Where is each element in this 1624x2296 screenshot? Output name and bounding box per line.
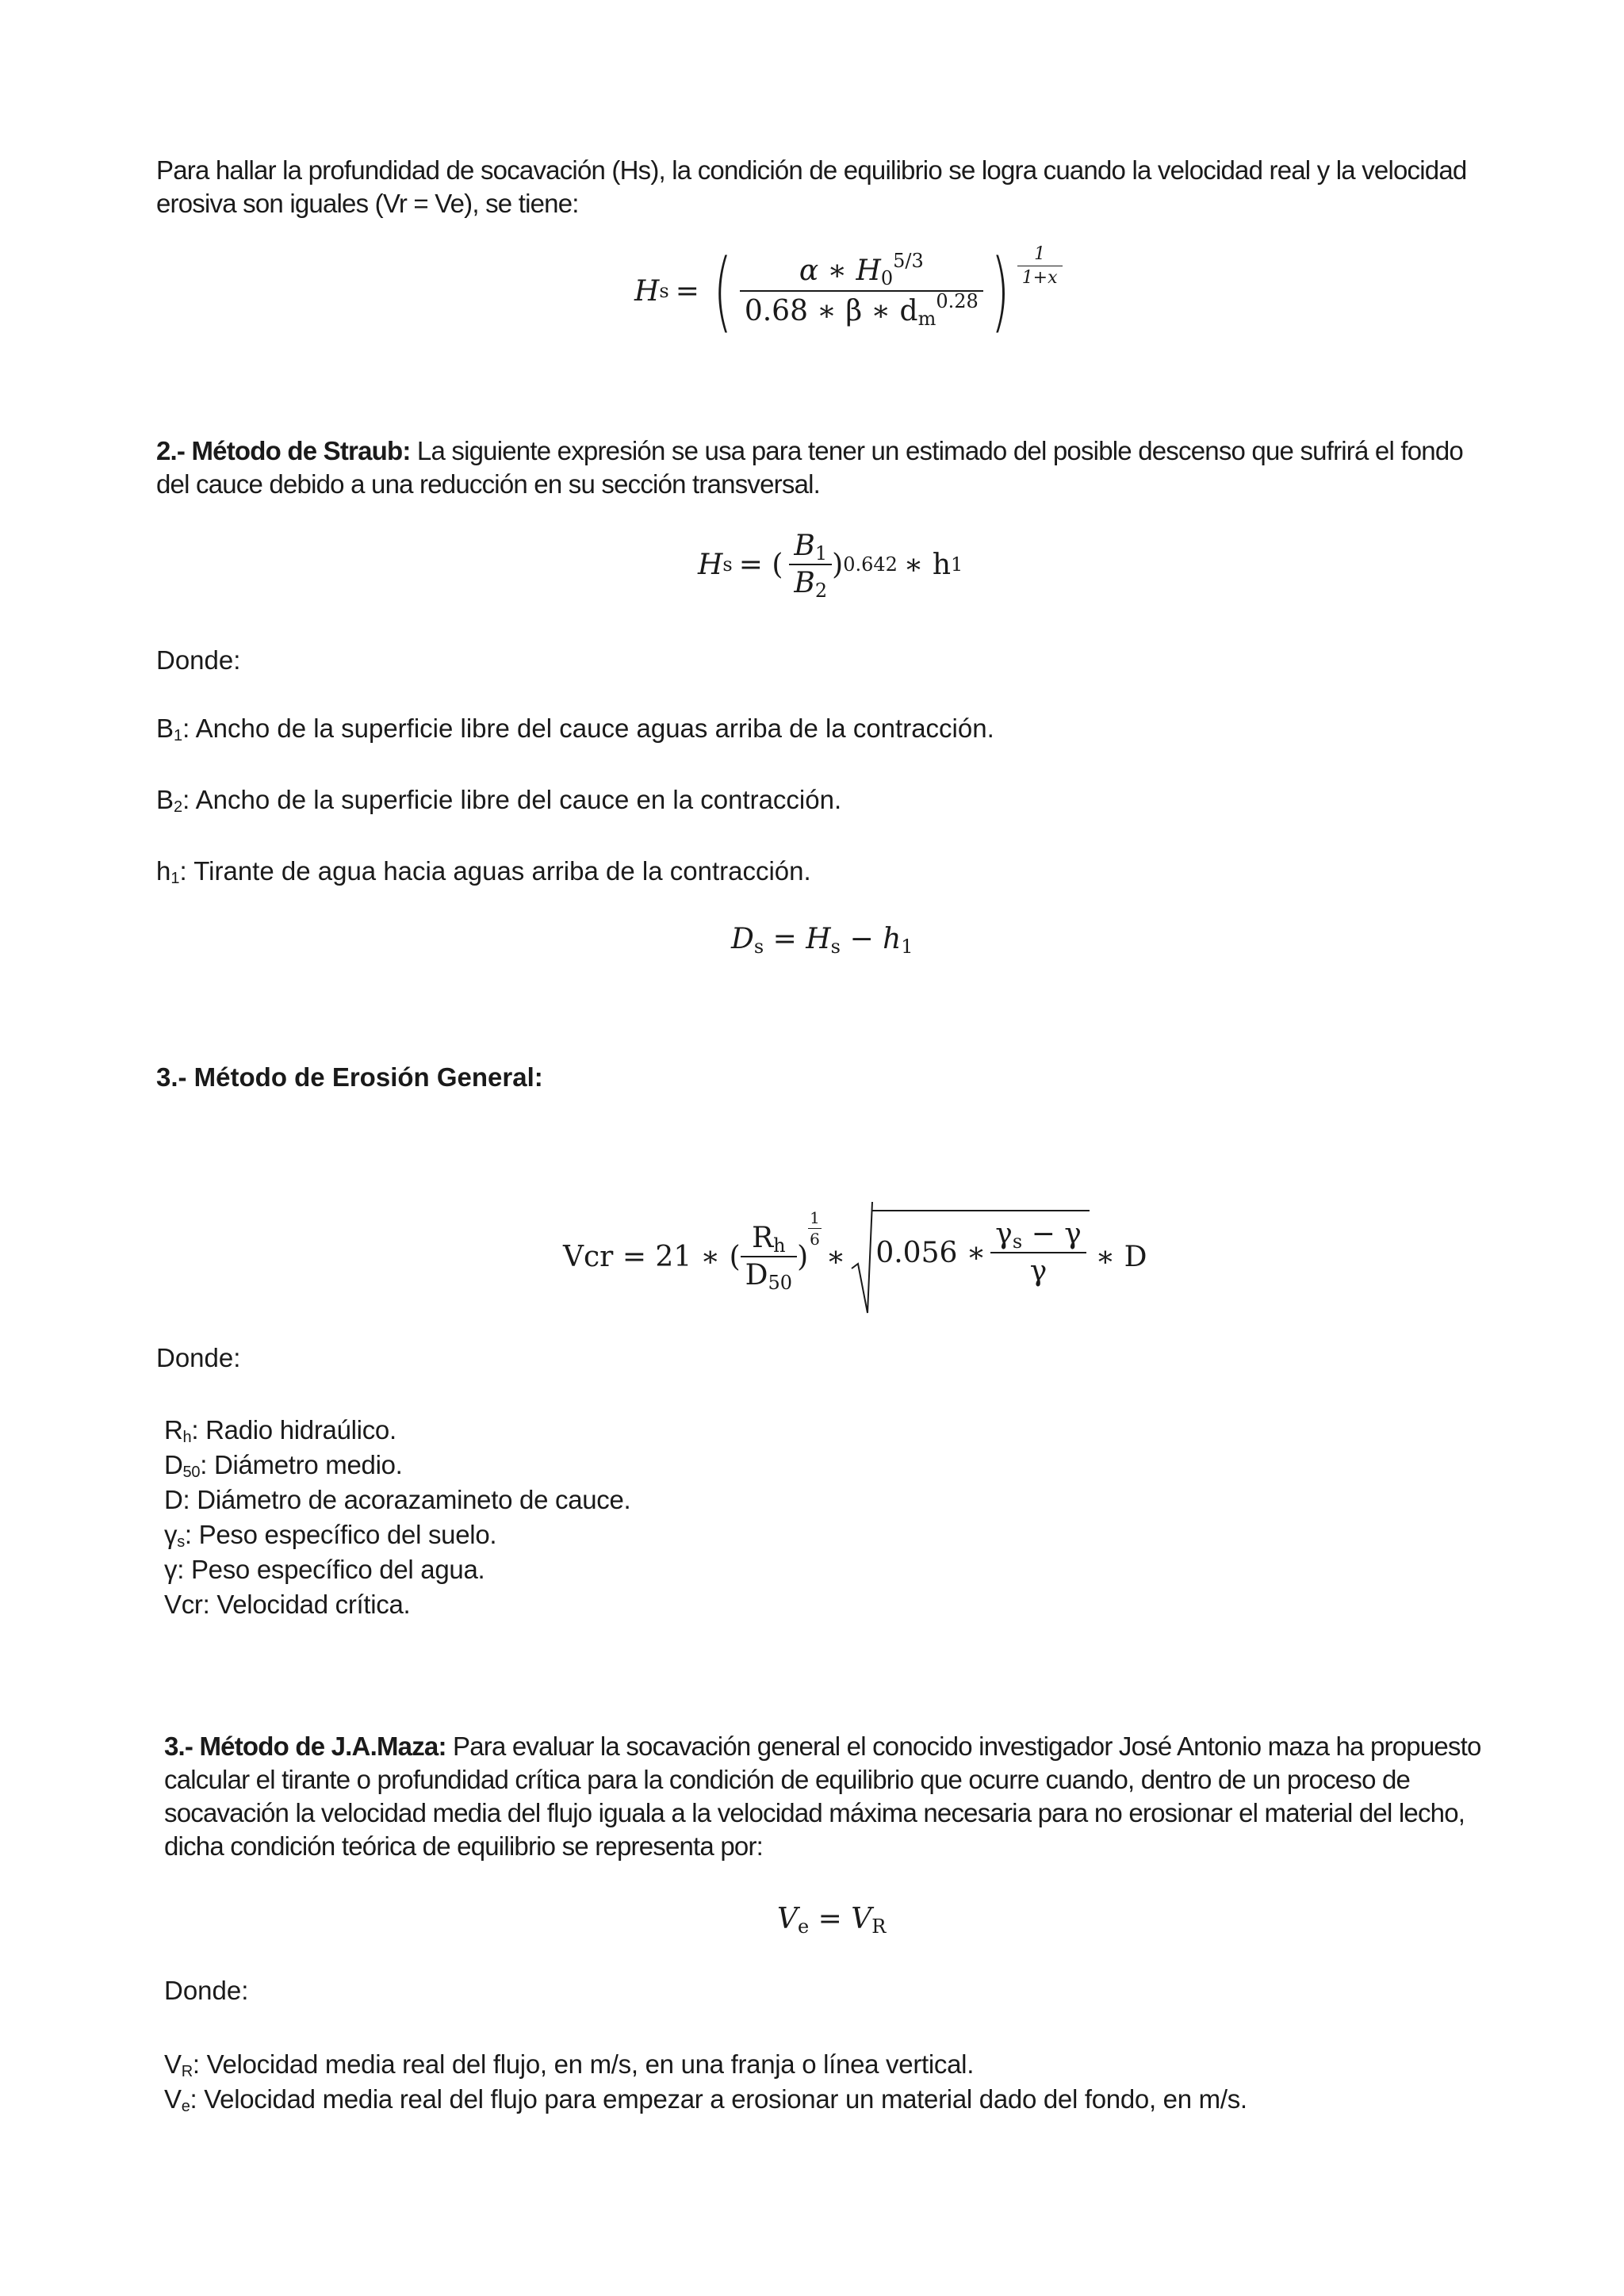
def-vr xyxy=(164,2047,1247,2082)
def-sub: 2 xyxy=(174,798,183,816)
intro-paragraph xyxy=(156,154,1488,220)
def-text: : Peso específico del agua. xyxy=(177,1555,485,1584)
eq4-rden: γ xyxy=(990,1252,1086,1288)
equation-straub: H s = ( $B_1$ $B_2$ ) 0.642 ∗ h 1 xyxy=(698,530,963,602)
def-d xyxy=(164,1483,630,1517)
equation-ve-vr: $V_e = V_R$ xyxy=(777,1903,887,1938)
def-sub: h xyxy=(182,1429,192,1446)
eq5-a: V xyxy=(777,1903,798,1935)
maza-defs xyxy=(164,2047,1247,2117)
eq5-a-sub: e xyxy=(798,1915,810,1938)
def-text: : Diámetro de acorazamineto de cauce. xyxy=(182,1485,631,1514)
eq3-b: H xyxy=(806,923,831,955)
def-text: : Ancho de la superficie libre del cauce aguas arriba de la contracción. xyxy=(182,714,994,743)
eq4-exp-num: 1 xyxy=(810,1208,820,1227)
def-vcr xyxy=(164,1587,630,1622)
def-symbol: B xyxy=(156,714,174,743)
def-d50 xyxy=(164,1448,630,1483)
erosion-defs xyxy=(164,1413,630,1622)
def-text: : Diámetro medio. xyxy=(200,1450,403,1479)
eq1-lhs: H xyxy=(634,274,660,308)
eq4-root-a: 0.056 ∗ xyxy=(875,1236,986,1269)
straub-donde: Donde: xyxy=(156,645,241,675)
eq3-c-sub: 1 xyxy=(901,936,914,958)
def-symbol: R xyxy=(164,1415,183,1445)
def-text: : Velocidad media real del flujo para empezar a erosionar un material dado del fondo, en m/s. xyxy=(190,2084,1247,2114)
equation-ds: $D_s = H_s - h_1$ xyxy=(731,923,914,958)
def-sub: 50 xyxy=(182,1464,201,1481)
maza-donde: Donde: xyxy=(164,1976,249,2005)
equation-vcr: Vcr = 21 ∗ ( $R_h$ $D_{50}$ ) $\frac{1}{6}$ ∗ 0.056 ∗ $\gamma_s - \gamma$ γ ∗ D xyxy=(563,1197,1147,1316)
maza-line-2: calcular el tirante o profundidad crítica para la condición de equilibrio que ocurre cuando, dentro de un proceso de xyxy=(164,1765,1411,1794)
def-sub: 1 xyxy=(170,870,180,887)
eq1-exp-num: 1 xyxy=(1034,244,1046,264)
def-sub: e xyxy=(181,2098,190,2115)
def-text: : Radio hidraúlico. xyxy=(191,1415,396,1445)
eq2-num-sub: 1 xyxy=(814,542,828,564)
def-text: : Ancho de la superficie libre del cauce en la contracción. xyxy=(182,785,842,814)
equation-hs-equilibrium: H s = ( α ∗ $H_0^{5/3}$ 0.68 ∗ β ∗ $d_m^{0.28}$ ) $\frac{1}{1+x}$ xyxy=(634,247,1063,382)
straub-paragraph xyxy=(156,434,1488,501)
def-sub: s xyxy=(177,1533,185,1551)
straub-heading: 2.- Método de Straub: xyxy=(156,436,411,465)
intro-line-2: erosiva son iguales (Vr = Ve), se tiene: xyxy=(156,189,579,218)
sqrt-radicand xyxy=(872,1210,1089,1288)
def-symbol: D xyxy=(164,1450,183,1479)
maza-line-1: Para evaluar la socavación general el conocido investigador José Antonio maza ha propuesto xyxy=(446,1732,1481,1761)
straub-line-1: La siguiente expresión se usa para tener un estimado del posible descenso que sufrirá el fondo xyxy=(410,436,1463,465)
eq4-rnum: γ xyxy=(995,1218,1013,1250)
def-text: : Velocidad crítica. xyxy=(202,1590,411,1619)
eq5-b: V xyxy=(851,1903,872,1935)
def-gamma-s xyxy=(164,1517,630,1552)
eq2-den-sub: 2 xyxy=(814,580,828,602)
eq4-den: D xyxy=(745,1259,768,1292)
def-rh xyxy=(164,1413,630,1448)
eq4-rnum-b: − γ xyxy=(1022,1218,1082,1250)
def-symbol: V xyxy=(164,2049,182,2079)
def-ve xyxy=(164,2082,1247,2117)
eq4-lhs: Vcr = 21 ∗ ( xyxy=(563,1240,741,1273)
def-symbol: Vcr xyxy=(164,1590,203,1619)
def-text: : Tirante de agua hacia aguas arriba de la contracción. xyxy=(179,856,811,886)
eq3-c: h xyxy=(883,923,902,955)
eq1-exp-den: 1+x xyxy=(1017,266,1063,288)
eq1-den-sub: m xyxy=(917,308,936,330)
erosion-heading: 3.- Método de Erosión General: xyxy=(156,1062,543,1092)
eq4-den-sub: 50 xyxy=(768,1272,793,1294)
eq3-a-sub: s xyxy=(753,936,764,958)
def-text: : Peso específico del suelo. xyxy=(184,1520,497,1549)
def-sub: R xyxy=(181,2063,193,2080)
erosion-heading-row xyxy=(156,1061,543,1094)
sqrt-sign xyxy=(850,1197,874,1316)
eq4-num: R xyxy=(752,1222,774,1254)
eq1-num-sup: 5/3 xyxy=(893,250,924,272)
straub-line-2: del cauce debido a una reducción en su sección transversal. xyxy=(156,469,821,499)
straub-def-b1 xyxy=(156,712,994,745)
eq2-den: B xyxy=(794,567,815,599)
eq1-den-sup: 0.28 xyxy=(936,290,979,312)
def-symbol: γ xyxy=(164,1555,178,1584)
eq4-tail: ∗ D xyxy=(1095,1240,1147,1273)
eq2-lhs: H xyxy=(698,548,723,581)
straub-def-h1 xyxy=(156,855,811,888)
eq4-exp-den: 6 xyxy=(810,1230,820,1249)
def-gamma xyxy=(164,1552,630,1587)
maza-heading: 3.- Método de J.A.Maza: xyxy=(164,1732,446,1761)
def-symbol: h xyxy=(156,856,171,886)
eq4-num-sub: h xyxy=(773,1234,786,1257)
def-symbol: D xyxy=(164,1485,183,1514)
def-sub: 1 xyxy=(174,727,183,744)
eq1-numerator: α ∗ H xyxy=(799,254,881,287)
eq1-denominator: 0.68 ∗ β ∗ d xyxy=(744,295,918,327)
maza-paragraph xyxy=(164,1730,1487,1863)
maza-line-3: socavación la velocidad media del flujo iguala a la velocidad máxima necesaria para no erosionar el material del lecho, xyxy=(164,1798,1465,1827)
eq2-tail: ∗ h xyxy=(903,548,952,581)
straub-def-b2 xyxy=(156,783,841,817)
eq3-b-sub: s xyxy=(830,936,841,958)
eq4-rnum-sub: s xyxy=(1012,1230,1023,1253)
eq4-mid: ∗ xyxy=(825,1240,846,1273)
def-symbol: B xyxy=(156,785,174,814)
def-symbol: γ xyxy=(164,1520,178,1549)
eq1-num-sub: 0 xyxy=(880,267,894,289)
intro-line-1: Para hallar la profundidad de socavación (Hs), la condición de equilibrio se logra cuando la velocidad real y la velocidad xyxy=(156,155,1467,185)
erosion-donde: Donde: xyxy=(156,1343,241,1372)
def-symbol: V xyxy=(164,2084,182,2114)
def-text: : Velocidad media real del flujo, en m/s, en una franja o línea vertical. xyxy=(192,2049,975,2079)
eq3-a: D xyxy=(731,923,754,955)
eq5-b-sub: R xyxy=(871,1915,887,1938)
eq2-num: B xyxy=(794,530,815,562)
maza-line-4: dicha condición teórica de equilibrio se representa por: xyxy=(164,1831,764,1861)
